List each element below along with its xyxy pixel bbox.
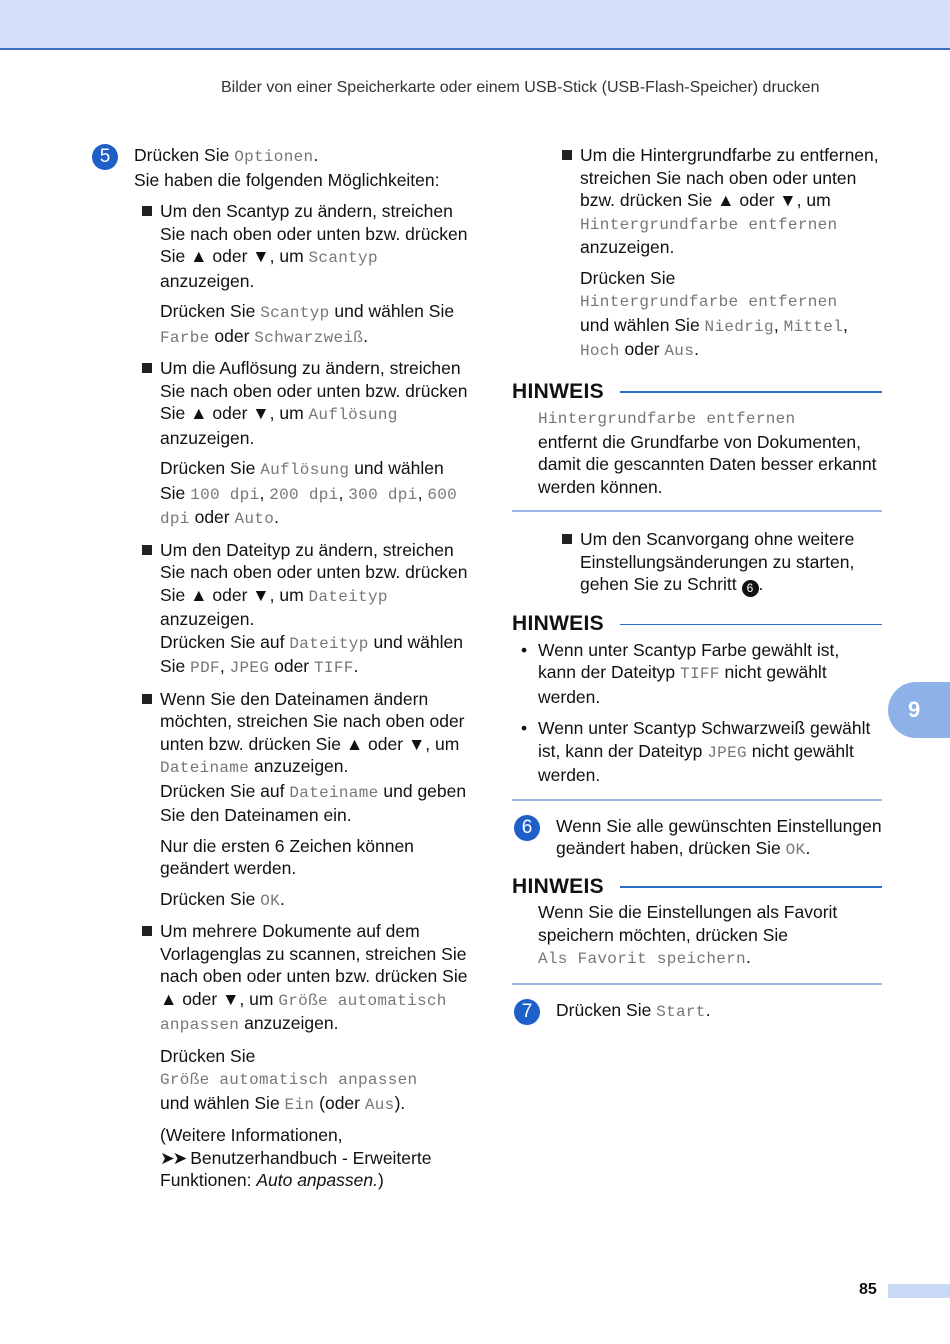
step5-text: Drücken Sie — [134, 145, 230, 165]
hinweis-box-3 — [512, 876, 882, 985]
page-number: 85 — [859, 1281, 877, 1298]
code-dateityp: Dateityp — [308, 587, 388, 606]
step-6: 6 Wenn Sie alle gewünschten Einstellungen geändert haben, drücken Sie OK. — [512, 815, 882, 862]
groesse-more-info: (Weitere Informationen, ➤➤ Benutzerhandbuch - Erweiterte Funktionen: Auto anpassen.) — [160, 1125, 432, 1190]
up-arrow-icon: ▲ — [190, 403, 208, 423]
hinweis-box-1 — [512, 381, 882, 513]
dateityp-choose: Drücken Sie auf Dateityp und wählen Sie PDF, JPEG oder TIFF. — [160, 631, 464, 677]
double-arrow-icon: ➤➤ — [160, 1147, 186, 1168]
square-bullet-icon — [562, 150, 572, 160]
up-arrow-icon: ▲ — [717, 190, 735, 210]
code-optionen: Optionen — [234, 148, 314, 166]
step5-intro: Sie haben die folgenden Möglichkeiten: — [134, 169, 440, 190]
down-arrow-icon: ▼ — [252, 584, 270, 605]
down-arrow-icon: ▼ — [252, 246, 270, 266]
code-aufloesung: Auflösung — [308, 406, 398, 424]
page-number-bar — [888, 1284, 950, 1298]
code-hintergrund: Hintergrundfarbe entfernen — [580, 215, 838, 234]
square-bullet-icon — [142, 206, 152, 216]
step-number-7: 7 — [514, 999, 540, 1025]
hinweis-title: HINWEIS — [512, 379, 604, 403]
hinweis-2-bullet-2: • Wenn unter Scantyp Schwarzweiß gewählt ist, kann der Dateityp JPEG nicht gewählt werden. — [521, 718, 871, 785]
hinweis-3-text: Wenn Sie die Einstellungen als Favorit speichern möchten, drücken Sie Als Favorit speichern. — [538, 902, 838, 968]
bullet-scantyp: Um den Scantyp zu ändern, streichen Sie nach oben oder unten bzw. drücken Sie ▲ oder ▼, um Scantyp anzuzeigen. — [90, 200, 470, 292]
square-bullet-icon — [142, 363, 152, 373]
step-7: 7 Drücken Sie Start. — [512, 999, 882, 1024]
bullet-aufloesung: Um die Auflösung zu ändern, streichen Sie nach oben oder unten bzw. drücken Sie ▲ oder ▼, um Auflösung anzuzeigen. — [90, 357, 470, 449]
hinweis-1-text: Hintergrundfarbe entfernen entfernt die Grundfarbe von Dokumenten, damit die gescannten Daten besser erkannt werden können. — [538, 410, 877, 497]
up-arrow-icon: ▲ — [190, 246, 208, 266]
up-arrow-icon: ▲ — [160, 988, 178, 1009]
code-dateiname: Dateiname — [160, 759, 250, 777]
dateiname-note: Nur die ersten 6 Zeichen können geändert werden. — [160, 835, 414, 878]
right-column — [512, 144, 882, 1032]
chapter-tab: 9 — [888, 682, 950, 738]
down-arrow-icon: ▼ — [222, 988, 240, 1009]
bullet-hintergrund: Um die Hintergrundfarbe zu entfernen, streichen Sie nach oben oder unten bzw. drücken Sie ▲ oder ▼, um Hintergrundfarbe entfernen anzuzeigen. — [512, 144, 882, 259]
square-bullet-icon — [142, 694, 152, 704]
aufloesung-choose: Drücken Sie Auflösung und wählen Sie 100 dpi, 200 dpi, 300 dpi, 600 dpi oder Auto. — [160, 458, 458, 528]
dateiname-ok: Drücken Sie OK. — [160, 888, 285, 910]
square-bullet-icon — [562, 534, 572, 544]
square-bullet-icon — [142, 926, 152, 936]
step-5: 5 Drücken Sie Optionen. Sie haben die folgenden Möglichkeiten: — [90, 144, 470, 191]
left-column — [90, 144, 470, 1200]
code-groesse: Größe automatisch anpassen — [160, 991, 447, 1034]
hinweis-box-2 — [512, 613, 882, 801]
step-number-6: 6 — [514, 815, 540, 841]
step-number-5: 5 — [92, 144, 118, 170]
hinweis-title: HINWEIS — [512, 874, 604, 898]
running-header: Bilder von einer Speicherkarte oder einem USB-Stick (USB-Flash-Speicher) drucken — [221, 79, 820, 96]
up-arrow-icon: ▲ — [190, 584, 208, 605]
down-arrow-icon: ▼ — [779, 190, 797, 210]
code-scantyp: Scantyp — [308, 249, 378, 267]
bullet-dateityp: Um den Dateityp zu ändern, streichen Sie nach oben oder unten bzw. drücken Sie ▲ oder ▼, um Dateityp anzuzeigen. — [90, 539, 470, 631]
square-bullet-icon — [142, 545, 152, 555]
step-ref-icon: 6 — [742, 580, 759, 597]
up-arrow-icon: ▲ — [345, 733, 364, 754]
hinweis-2-bullet-1: • Wenn unter Scantyp Farbe gewählt ist, kann der Dateityp TIFF nicht gewählt werden. — [521, 639, 840, 707]
down-arrow-icon: ▼ — [407, 733, 426, 754]
groesse-choose: Drücken Sie Größe automatisch anpassen und wählen Sie Ein (oder Aus). — [160, 1045, 418, 1114]
down-arrow-icon: ▼ — [252, 403, 270, 423]
bullet-weiter: Um den Scanvorgang ohne weitere Einstellungsänderungen zu starten, gehen Sie zu Schritt 6 . — [512, 528, 882, 597]
scantyp-choose: Drücken Sie Scantyp und wählen Sie Farbe oder Schwarzweiß. — [160, 301, 455, 347]
dateiname-choose: Drücken Sie auf Dateiname und geben Sie den Dateinamen ein. — [160, 780, 467, 825]
bullet-dateiname: Wenn Sie den Dateinamen ändern möchten, streichen Sie nach oben oder unten bzw. drücken Sie ▲ oder ▼, um Dateiname anzuzeigen. — [90, 688, 470, 780]
bullet-groesse: Um mehrere Dokumente auf dem Vorlagenglas zu scannen, streichen Sie nach oben oder unten bzw. drücken Sie ▲ oder ▼, um Größe automatisch anpassen anzuzeigen. — [90, 920, 470, 1037]
hinweis-title: HINWEIS — [512, 612, 604, 635]
hintergrund-choose: Drücken Sie Hintergrundfarbe entfernen und wählen Sie Niedrig, Mittel, Hoch oder Aus. — [580, 267, 848, 360]
top-color-band — [0, 0, 950, 50]
